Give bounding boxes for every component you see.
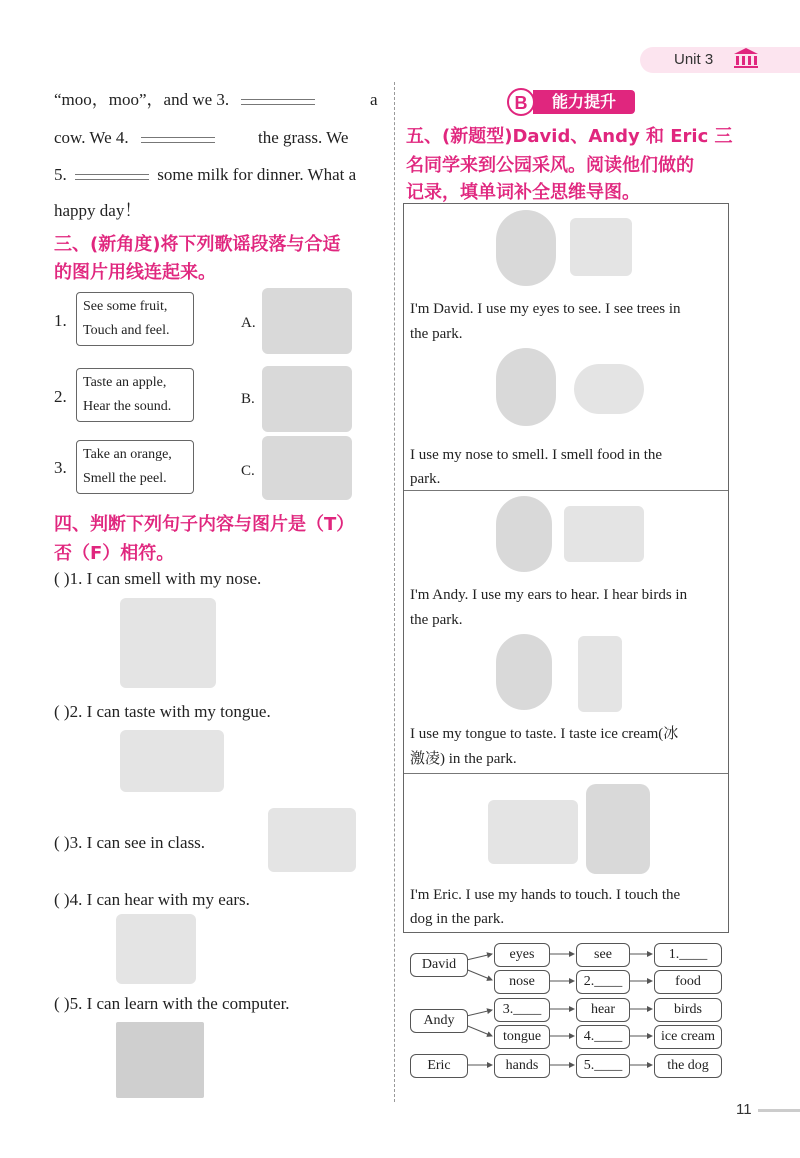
reading-panel: [403, 203, 729, 933]
picture-child-reading: [268, 808, 356, 872]
level-badge: [507, 88, 635, 116]
mindmap-blank-5[interactable]: 5.____: [576, 1054, 630, 1078]
mindmap-blank-3[interactable]: 3.____: [494, 998, 550, 1022]
song-line-2-end: the grass. We: [258, 128, 349, 147]
picture-c-smelling-orange: [262, 436, 352, 500]
picture-andy-tongue: [496, 634, 552, 710]
statement-2[interactable]: ( )2. I can taste with my tongue.: [54, 702, 271, 721]
section3-title-line2: 的图片用线连起来。: [54, 262, 216, 283]
rhyme-number-3: 3.: [54, 458, 67, 477]
answer-blank-4[interactable]: [141, 137, 215, 143]
song-line-2: cow. We 4.: [54, 127, 223, 149]
column-divider: [394, 82, 395, 1102]
answer-blank-3[interactable]: [241, 99, 315, 105]
rhyme-box-1[interactable]: See some fruit, Touch and feel.: [76, 292, 194, 346]
statement-5[interactable]: ( )5. I can learn with the computer.: [54, 994, 290, 1013]
picture-ice-cream: [578, 636, 622, 712]
mindmap-name-david: David: [410, 953, 468, 977]
mindmap-object-dog: the dog: [654, 1054, 722, 1078]
song-line-1-end: a: [370, 90, 378, 109]
answer-blank-5[interactable]: [75, 174, 149, 180]
rhyme-number-2: 2.: [54, 387, 67, 406]
panel-4-line1: I use my tongue to taste. I taste ice cream(冰: [410, 726, 679, 742]
picture-girl-hearing-bird: [120, 598, 216, 688]
picture-birds-on-branch: [564, 506, 644, 562]
mindmap-name-andy: Andy: [410, 1009, 468, 1033]
mindmap-verb-see: see: [576, 943, 630, 967]
badge-text: 能力提升: [533, 90, 635, 114]
panel-3-line2: the park.: [410, 612, 463, 628]
section5-title-line3: 记录，填单词补全思维导图。: [406, 182, 640, 203]
mindmap-blank-4[interactable]: 4.____: [576, 1025, 630, 1049]
unit-label: Unit 3: [674, 51, 714, 68]
option-letter-a: A.: [241, 315, 256, 331]
section3-title-line1: 三、(新角度)将下列歌谣段落与合适: [54, 234, 341, 255]
rhyme-box-2[interactable]: Taste an apple, Hear the sound.: [76, 368, 194, 422]
panel-5-line2: dog in the park.: [410, 911, 505, 927]
mindmap-sense-eyes: eyes: [494, 943, 550, 967]
statement-1[interactable]: ( )1. I can smell with my nose.: [54, 569, 262, 588]
song-line-4: happy day！: [54, 201, 142, 220]
panel-4-line2: 激凌) in the park.: [410, 751, 517, 767]
picture-a-touching-fruit: [262, 288, 352, 354]
song-line-1: “moo，moo”，and we 3.: [54, 89, 323, 111]
picture-b-tasting-apple: [262, 366, 352, 432]
mindmap-blank-2[interactable]: 2.____: [576, 970, 630, 994]
panel-2-line2: park.: [410, 471, 441, 487]
panel-2-line1: I use my nose to smell. I smell food in the: [410, 447, 663, 463]
picture-hands: [488, 800, 578, 864]
picture-andy-ears: [496, 496, 552, 572]
section5-title-line2: 名同学来到公园采风。阅读他们做的: [406, 155, 694, 176]
option-letter-c: C.: [241, 463, 255, 479]
mindmap-name-eric: Eric: [410, 1054, 468, 1078]
statement-4[interactable]: ( )4. I can hear with my ears.: [54, 890, 250, 909]
mindmap-verb-hear: hear: [576, 998, 630, 1022]
picture-girl-by-fence: [116, 914, 196, 984]
panel-1-line2: the park.: [410, 326, 463, 342]
panel-3-line1: I'm Andy. I use my ears to hear. I hear birds in: [410, 587, 688, 603]
section5-title-line1: 五、(新题型)David、Andy 和 Eric 三: [406, 126, 733, 147]
footer-dots: [758, 1109, 800, 1112]
mindmap-blank-1[interactable]: 1.____: [654, 943, 722, 967]
section4-title-line2: 否（F）相符。: [54, 543, 175, 564]
unit-header: [640, 47, 800, 73]
rhyme-number-1: 1.: [54, 311, 67, 330]
panel-divider-2: [404, 773, 728, 774]
section4-title-line1: 四、判断下列句子内容与图片是（T）: [54, 514, 355, 535]
building-icon: [732, 46, 760, 75]
statement-3[interactable]: ( )3. I can see in class.: [54, 833, 206, 852]
picture-david-eyes: [496, 210, 556, 286]
picture-trees: [570, 218, 632, 276]
option-letter-b: B.: [241, 391, 255, 407]
picture-david-nose: [496, 348, 556, 426]
panel-divider-1: [404, 490, 728, 491]
song-line-3: 5. some milk for dinner. What a: [54, 165, 357, 184]
rhyme-box-3[interactable]: Take an orange, Smell the peel.: [76, 440, 194, 494]
picture-computer-desk: [116, 1022, 204, 1098]
mindmap-sense-tongue: tongue: [494, 1025, 550, 1049]
mindmap-sense-hands: hands: [494, 1054, 550, 1078]
panel-5-line1: I'm Eric. I use my hands to touch. I touch the: [410, 887, 681, 903]
mindmap-object-ice-cream: ice cream: [654, 1025, 722, 1049]
page-number: 11: [736, 1101, 752, 1118]
picture-eric-with-dog: [586, 784, 650, 874]
picture-hotdog: [574, 364, 644, 414]
mindmap-object-birds: birds: [654, 998, 722, 1022]
badge-letter: B: [507, 88, 535, 116]
picture-girl-eating: [120, 730, 224, 792]
mindmap-object-food: food: [654, 970, 722, 994]
mindmap-sense-nose: nose: [494, 970, 550, 994]
panel-1-line1: I'm David. I use my eyes to see. I see trees in: [410, 301, 681, 317]
